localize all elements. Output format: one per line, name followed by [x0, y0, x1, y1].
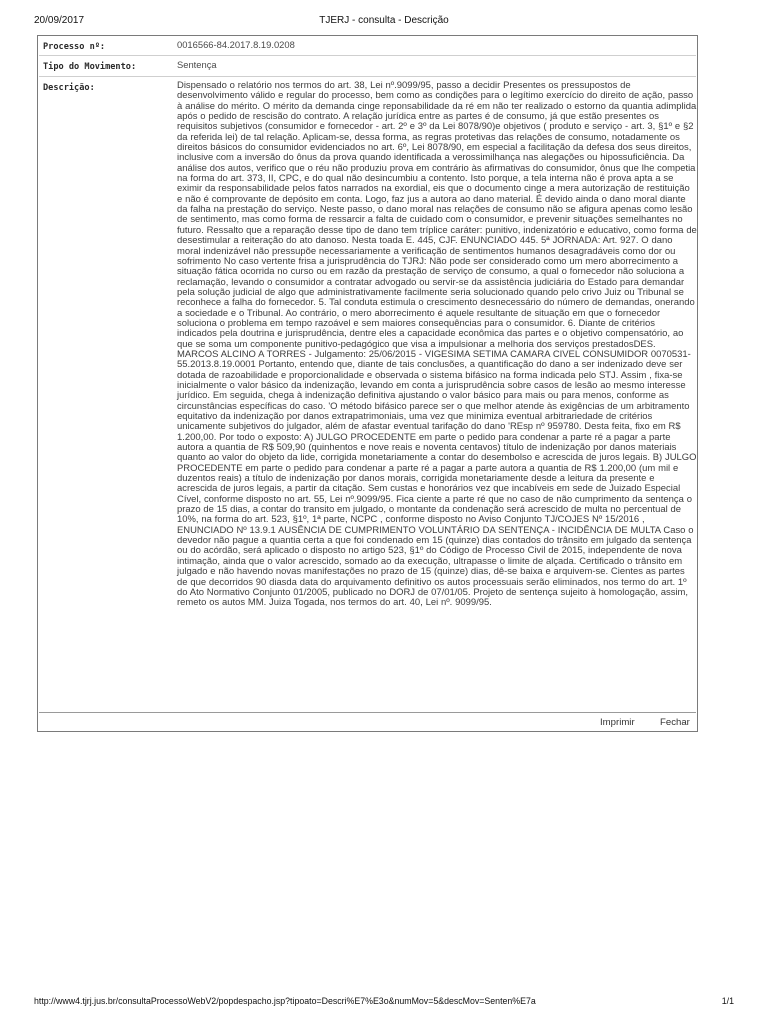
- description-text: Dispensado o relatório nos termos do art. 38, Lei nº.9099/95, passo a decidir Presentes os pressupostos de desenvolvimento válido e regular do processo, bem como as condições para o legítimo exercício do direito de ação, passo à análise do mérito. O mérito da demanda cinge reponsabilidade da ré em não ter realizado o estorno da quantia adimplida após o pedido de rescisão do contrato. A relação jurídica entre as partes é de consumo, já que estão presentes os requisitos subjetivos (consumidor e fornecedor - art. 2º e 3º da Lei 8078/90)e objetivos ( produto e serviço - art. 3, §1º e §2 da referida lei) de tal relação. Aplicam-se, dessa forma, as regras protetivas das relações de consumo, notadamente os direitos básicos do consumidor evidenciados no art. 6º, Lei 8078/90, em especial a facilitação da defesa dos seus direitos, inclusive com a inversão do ônus da prova quando identificada a verossimilhança nas alegações ou hipossuficiência. Da análise dos autos, verifico que o réu não produziu prova em contrário às afirmativas do consumidor, ônus que lhe competia na forma do art. 373, II, CPC, e do qual não desincumbiu a contento. Isto porque, a tela interna não é prova apta a se eximir da responsabilidade pelos fatos narrados na exordial, eis que o documento cinge a mera autorização de restituição e não é comprovante de depósito em conta. Logo, faz jus a autora ao dano material. É devido ainda o dano moral diante da falha na prestação do serviço. Neste passo, o dano moral nas relações de consumo não se afigura apenas como lesão de sentimento, mas como forma de ressarcir a falta de cuidado com o consumidor, e prevenir situações semelhantes no futuro. Ressalto que a reparação desse tipo de dano tem tríplice caráter: punitivo, indenizatório e educativo, como forma de desestimular a reiteração do ato danoso. Nesta toada E. 445, CJF. ENUNCIADO 445. 5ª JORNADA: Art. 927. O dano moral indenizável não pressupõe necessariamente a verificação de sentimentos humanos desagradáveis como dor ou sofrimento No caso vertente frisa a jurisprudência do TJRJ: Não pode ser considerado como um mero aborrecimento a situação fática ocorrida no curso ou em razão da prestação de serviço de consumo, a qual o fornecedor não soluciona a reclamação, levando o consumidor a contratar advogado ou servir-se da assistência judiciária do Estado para demandar pela solução judicial de algo que administrativamente facilmente seria solucionado quando pelo crivo Juiz ou Tribunal se reconhece a falha do fornecedor. 5. Tal conduta estimula o crescimento desnecessário do número de demandas, onerando a sociedade e o Tribunal. Ao contrário, o mero aborrecimento é aquele resultante de situação em que o fornecedor soluciona o problema em tempo razoável e sem maiores consequências para o consumidor. 6. Diante de critérios indicados pela doutrina e jurisprudência, dentre eles a capacidade econômica das partes e o objetivo compensatório, ao que se soma um componente punitivo-pedagógico que visa a impulsionar a melhoria dos serviços prestadosDES. MARCOS ALCINO A TORRES - Julgamento: 25/06/2015 - VIGESIMA SETIMA CAMARA CIVEL CONSUMIDOR 0070531-55.2013.8.19.0001 Portanto, entendo que, diante de tais conclusões, a quantificação do dano a ser indenizado deve ser dotada de razoabilidade e proporcionalidade e observada o sistema bifásico na forma indicada pelo STJ. Assim , fixa-se inicialmente o valor básico da indenização, levando em conta a jurisprudência sobre casos de lesão ao mesmo interesse jurídico. Em seguida, chega à indenização definitiva ajustando o valor básico para mais ou para menos, conforme as circunstâncias específicas do caso. 'O método bifásico parece ser o que melhor atende às exigências de um arbitramento equitativo da indenização por danos extrapatrimoniais, uma vez que minimiza eventual arbitrariedade de critérios unicamente subjetivos do julgador, além de afastar eventual tarifação do dano 'REsp nº 959780. Desta feita, fixo em R$ 1.200,00. Por todo o exposto: A) JULGO PROCEDENTE em parte o pedido para condenar a parte ré a pagar a parte autora a quantia de R$ 509,90 (quinhentos e nove reais e noventa centavos) título de indenização por danos materiais quanto ao valor do objeto da lide, corrigida monetariamente a contar do desembolso e acrescida de juros legais. B) JULGO PROCEDENTE em parte o pedido para condenar a parte ré a pagar a parte autora a quantia de R$ 1.200,00 (um mil e duzentos reais) a título de indenização por danos morais, corrigida monetariamente desde a leitura da presente e acrescida de juros legais, a partir da citação. Sem custas e honorários vez que incabíveis em sede de Juizado Especial Cível, conforme disposto no art. 55, Lei nº.9099/95. Fica ciente a parte ré que no caso de não cumprimento da sentença o prazo de 15 dias, a contar do transito em julgado, o montante da condenação será acrescido de multa no percentual de 10%, na forma do art. 523, §1º, 1ª parte, NCPC , conforme disposto no Aviso Conjunto TJ/COJES Nº 15/2016 , ENUNCIADO Nº 13.9.1 AUSÊNCIA DE CUMPRIMENTO VOLUNTÁRIO DA SENTENÇA - INCIDÊNCIA DE MULTA Caso o devedor não pague a quantia certa a que foi condenado em 15 (quinze) dias contados do trânsito em julgado da sentença ou do acórdão, será aplicado o disposto no artigo 523, §1º do Código de Processo Civil de 2015, independente de nova intimação, ainda que o valor acrescido, somado ao da execução, ultrapasse o limite de alçada. Certificado o trânsito em julgado e não havendo novas manifestações no prazo de 15 (quinze) dias, dê-se baixa e arquivem-se. Cientes as partes de que decorridos 90 diasda data do arquivamento definitivo os autos processuais serão eliminados, nos termo do art. 1º do Ato Normativo Conjunto 01/2005, publicado no DORJ de 07/01/05. Projeto de sentença sujeito à homologação, assim, remeto os autos MM. Juiza Togada, nos termos do art. 40, Lei nº. 9099/95.: [177, 80, 697, 609]
- movement-type-value: Sentença: [177, 59, 217, 70]
- print-date: 20/09/2017: [34, 15, 85, 26]
- record-panel: [37, 35, 698, 732]
- process-label: Processo nº:: [43, 42, 106, 52]
- page-number: 1/1: [721, 996, 734, 1006]
- print-footer: [34, 996, 734, 1010]
- print-button[interactable]: Imprimir: [600, 717, 635, 728]
- print-header: [34, 15, 734, 29]
- close-button[interactable]: Fechar: [660, 717, 690, 728]
- page-url: http://www4.tjrj.jus.br/consultaProcessoWebV2/popdespacho.jsp?tipoato=Descri%E7%E3o&numMov=5&descMov=Senten%E7a: [34, 996, 536, 1006]
- movement-type-row: [38, 56, 697, 78]
- movement-type-label: Tipo do Movimento:: [43, 62, 137, 72]
- print-title: TJERJ - consulta - Descrição: [319, 15, 449, 26]
- description-label: Descrição:: [43, 83, 95, 93]
- actions-divider: [39, 712, 696, 713]
- process-value: 0016566-84.2017.8.19.0208: [177, 39, 295, 50]
